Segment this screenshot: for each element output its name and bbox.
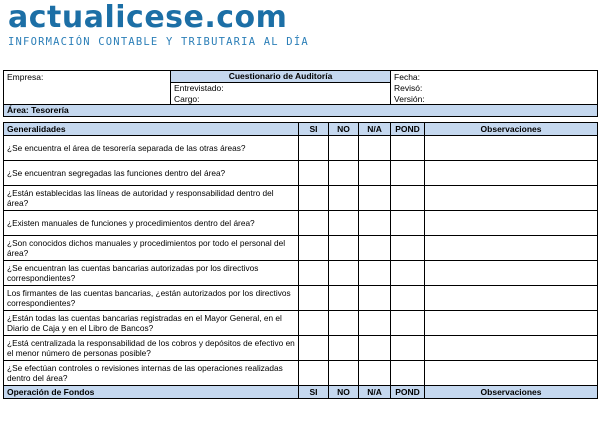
question-row (4, 261, 598, 286)
answer-cell-na[interactable] (359, 286, 391, 311)
answer-cell-pond[interactable] (391, 186, 425, 211)
answer-cell-obs[interactable] (425, 286, 598, 311)
question-text: ¿Son conocidos dichos manuales y procedimientos por todo el personal del área? (4, 236, 299, 261)
column-header-si: SI (299, 386, 329, 399)
audit-questionnaire (3, 70, 597, 399)
area-title: Área: Tesorería (4, 105, 598, 117)
answer-cell-pond[interactable] (391, 261, 425, 286)
question-row (4, 361, 598, 386)
question-text: ¿Están establecidas las líneas de autoridad y responsabilidad dentro del área? (4, 186, 299, 211)
answer-cell-no[interactable] (329, 286, 359, 311)
answer-cell-na[interactable] (359, 236, 391, 261)
answer-cell-obs[interactable] (425, 136, 598, 161)
answer-cell-obs[interactable] (425, 236, 598, 261)
answer-cell-obs[interactable] (425, 186, 598, 211)
answer-cell-si[interactable] (299, 286, 329, 311)
column-header-si: SI (299, 123, 329, 136)
question-row (4, 161, 598, 186)
questionnaire-table (3, 70, 598, 399)
answer-cell-pond[interactable] (391, 311, 425, 336)
entrevistado-label: Entrevistado: (171, 83, 391, 94)
question-text: ¿Se efectúan controles o revisiones internas de las operaciones realizadas dentro del área? (4, 361, 299, 386)
empresa-space (4, 94, 171, 105)
answer-cell-obs[interactable] (425, 361, 598, 386)
cargo-label: Cargo: (171, 94, 391, 105)
answer-cell-pond[interactable] (391, 286, 425, 311)
answer-cell-pond[interactable] (391, 336, 425, 361)
answer-cell-no[interactable] (329, 261, 359, 286)
questionnaire-title: Cuestionario de Auditoría (171, 71, 391, 83)
column-header-pond: POND (391, 386, 425, 399)
column-header-obs: Observaciones (425, 386, 598, 399)
answer-cell-no[interactable] (329, 211, 359, 236)
column-header-no: NO (329, 386, 359, 399)
answer-cell-pond[interactable] (391, 211, 425, 236)
answer-cell-si[interactable] (299, 161, 329, 186)
column-header-pond: POND (391, 123, 425, 136)
answer-cell-obs[interactable] (425, 311, 598, 336)
answer-cell-no[interactable] (329, 361, 359, 386)
answer-cell-na[interactable] (359, 211, 391, 236)
answer-cell-si[interactable] (299, 136, 329, 161)
answer-cell-si[interactable] (299, 236, 329, 261)
empresa-label: Empresa: (4, 71, 171, 83)
question-row (4, 211, 598, 236)
answer-cell-na[interactable] (359, 161, 391, 186)
answer-cell-si[interactable] (299, 361, 329, 386)
question-text: ¿Se encuentran las cuentas bancarias autorizadas por los directivos correspondientes? (4, 261, 299, 286)
section-header (4, 123, 598, 136)
answer-cell-na[interactable] (359, 136, 391, 161)
question-row (4, 336, 598, 361)
section-header (4, 386, 598, 399)
answer-cell-obs[interactable] (425, 211, 598, 236)
reviso-label: Revisó: (391, 83, 598, 94)
answer-cell-obs[interactable] (425, 161, 598, 186)
answer-cell-obs[interactable] (425, 336, 598, 361)
question-row (4, 236, 598, 261)
column-header-no: NO (329, 123, 359, 136)
question-text: Los firmantes de las cuentas bancarias, ¿están autorizados por los directivos correspondientes? (4, 286, 299, 311)
question-row (4, 186, 598, 211)
empresa-value (4, 83, 171, 94)
answer-cell-na[interactable] (359, 361, 391, 386)
answer-cell-si[interactable] (299, 311, 329, 336)
question-text: ¿Se encuentran segregadas las funciones dentro del área? (4, 161, 299, 186)
answer-cell-no[interactable] (329, 161, 359, 186)
fecha-label: Fecha: (391, 71, 598, 83)
version-label: Versión: (391, 94, 598, 105)
column-header-na: N/A (359, 123, 391, 136)
answer-cell-pond[interactable] (391, 136, 425, 161)
brand-name: actualicese.com (8, 0, 288, 35)
answer-cell-na[interactable] (359, 261, 391, 286)
answer-cell-pond[interactable] (391, 161, 425, 186)
question-row (4, 136, 598, 161)
brand-logo (8, 0, 309, 48)
answer-cell-si[interactable] (299, 261, 329, 286)
answer-cell-si[interactable] (299, 186, 329, 211)
answer-cell-obs[interactable] (425, 261, 598, 286)
answer-cell-no[interactable] (329, 311, 359, 336)
answer-cell-si[interactable] (299, 336, 329, 361)
answer-cell-no[interactable] (329, 236, 359, 261)
question-row (4, 286, 598, 311)
question-text: ¿Existen manuales de funciones y procedimientos dentro del área? (4, 211, 299, 236)
answer-cell-si[interactable] (299, 211, 329, 236)
question-text: ¿Está centralizada la responsabilidad de los cobros y depósitos de efectivo en el menor número de personas posible? (4, 336, 299, 361)
answer-cell-na[interactable] (359, 336, 391, 361)
question-text: ¿Se encuentra el área de tesorería separada de las otras áreas? (4, 136, 299, 161)
answer-cell-no[interactable] (329, 136, 359, 161)
answer-cell-pond[interactable] (391, 236, 425, 261)
section-title: Operación de Fondos (4, 386, 299, 399)
question-text: ¿Están todas las cuentas bancarias registradas en el Mayor General, en el Diario de Caja y en el Libro de Bancos? (4, 311, 299, 336)
questionnaire-body (4, 71, 598, 399)
section-title: Generalidades (4, 123, 299, 136)
answer-cell-pond[interactable] (391, 361, 425, 386)
question-row (4, 311, 598, 336)
answer-cell-na[interactable] (359, 186, 391, 211)
answer-cell-no[interactable] (329, 186, 359, 211)
column-header-na: N/A (359, 386, 391, 399)
brand-tagline: INFORMACIÓN CONTABLE Y TRIBUTARIA AL DÍA (8, 36, 309, 48)
column-header-obs: Observaciones (425, 123, 598, 136)
answer-cell-no[interactable] (329, 336, 359, 361)
answer-cell-na[interactable] (359, 311, 391, 336)
